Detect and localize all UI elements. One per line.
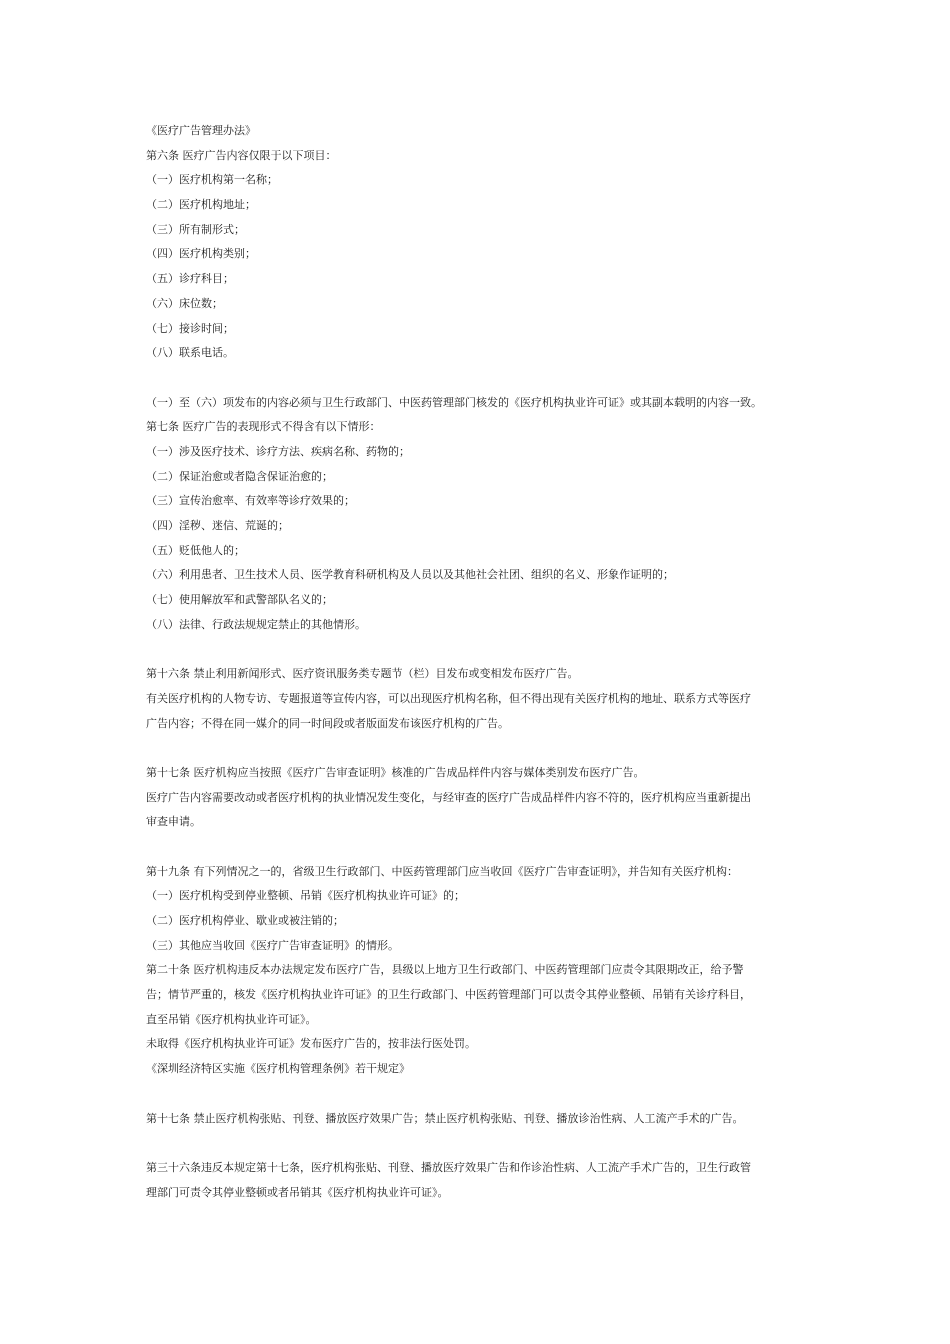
text-line: （一）医疗机构第一名称； [146, 173, 278, 187]
text-line: （一）至（六）项发布的内容必须与卫生行政部门、中医药管理部门核发的《医疗机构执业许可证》或其副本载明的内容一致。 [146, 395, 762, 409]
text-line: （一）医疗机构受到停业整顿、吊销《医疗机构执业许可证》的； [146, 889, 465, 903]
text-line: 理部门可责令其停业整顿或者吊销其《医疗机构执业许可证》。 [146, 1185, 449, 1199]
text-line: 直至吊销《医疗机构执业许可证》。 [146, 1012, 317, 1026]
text-line: （三）宣传治愈率、有效率等诊疗效果的； [146, 494, 355, 508]
text-line: 有关医疗机构的人物专访、专题报道等宣传内容，可以出现医疗机构名称，但不得出现有关医疗机构的地址、联系方式等医疗 [146, 691, 751, 705]
text-line: （八）联系电话。 [146, 346, 234, 360]
paragraph-spacer [146, 366, 810, 391]
text-line: 广告内容；不得在同一媒介的同一时间段或者版面发布该医疗机构的广告。 [146, 716, 509, 730]
text-line: （一）涉及医疗技术、诊疗方法、疾病名称、药物的； [146, 444, 410, 458]
paragraph-spacer [146, 1082, 810, 1107]
text-line: 第十七条 禁止医疗机构张贴、刊登、播放医疗效果广告；禁止医疗机构张贴、刊登、播放诊治性病、人工流产手术的广告。 [146, 1111, 744, 1125]
paragraph-spacer [146, 637, 810, 662]
text-line: 告；情节严重的，核发《医疗机构执业许可证》的卫生行政部门、中医药管理部门可以责令其停业整顿、吊销有关诊疗科目， [146, 988, 751, 1002]
text-line: 审查申请。 [146, 815, 201, 829]
text-line: 第六条 医疗广告内容仅限于以下项目： [146, 148, 337, 162]
text-line: （六）利用患者、卫生技术人员、医学教育科研机构及人员以及其他社会社团、组织的名义、形象作证明的； [146, 568, 674, 582]
text-line: 《深圳经济特区实施《医疗机构管理条例》若干规定》 [146, 1062, 410, 1076]
text-line: （四）淫秽、迷信、荒诞的； [146, 519, 289, 532]
text-line: 医疗广告内容需要改动或者医疗机构的执业情况发生变化，与经审查的医疗广告成品样件内容不符的，医疗机构应当重新提出 [146, 790, 751, 804]
text-line: （四）医疗机构类别； [146, 247, 256, 261]
paragraph-spacer [146, 1131, 810, 1156]
text-line: 第七条 医疗广告的表现形式不得含有以下情形： [146, 420, 381, 434]
text-line: （五）诊疗科目； [146, 272, 234, 286]
paragraph-spacer [146, 736, 810, 761]
text-line: 第三十六条违反本规定第十七条，医疗机构张贴、刊登、播放医疗效果广告和作诊治性病、人工流产手术广告的，卫生行政管 [146, 1160, 751, 1174]
text-line: （三）所有制形式； [146, 222, 245, 236]
text-line: 第十九条 有下列情况之一的，省级卫生行政部门、中医药管理部门应当收回《医疗广告审查证明》，并告知有关医疗机构： [146, 864, 738, 878]
text-line: （二）医疗机构地址； [146, 198, 256, 212]
text-line: （三）其他应当收回《医疗广告审查证明》的情形。 [146, 938, 399, 952]
text-line: （二）医疗机构停业、歇业或被注销的； [146, 914, 344, 927]
document-body [146, 119, 810, 1205]
text-line: （七）接诊时间； [146, 321, 234, 335]
text-line: （二）保证治愈或者隐含保证治愈的； [146, 469, 333, 483]
text-line: （八）法律、行政法规规定禁止的其他情形。 [146, 617, 366, 631]
text-line: 第二十条 医疗机构违反本办法规定发布医疗广告，县级以上地方卫生行政部门、中医药管理部门应责令其限期改正，给予警 [146, 963, 744, 977]
text-line: （七）使用解放军和武警部队名义的； [146, 593, 333, 607]
text-line: （五）贬低他人的； [146, 543, 245, 557]
text-line: （六）床位数； [146, 296, 223, 310]
paragraph-spacer [146, 835, 810, 860]
text-line: 第十七条 医疗机构应当按照《医疗广告审查证明》核准的广告成品样件内容与媒体类别发布医疗广告。 [146, 765, 645, 779]
text-line: 第十六条 禁止利用新闻形式、医疗资讯服务类专题节（栏）目发布或变相发布医疗广告。 [146, 667, 579, 681]
text-line: 《医疗广告管理办法》 [146, 124, 256, 137]
text-line: 未取得《医疗机构执业许可证》发布医疗广告的，按非法行医处罚。 [146, 1037, 476, 1051]
